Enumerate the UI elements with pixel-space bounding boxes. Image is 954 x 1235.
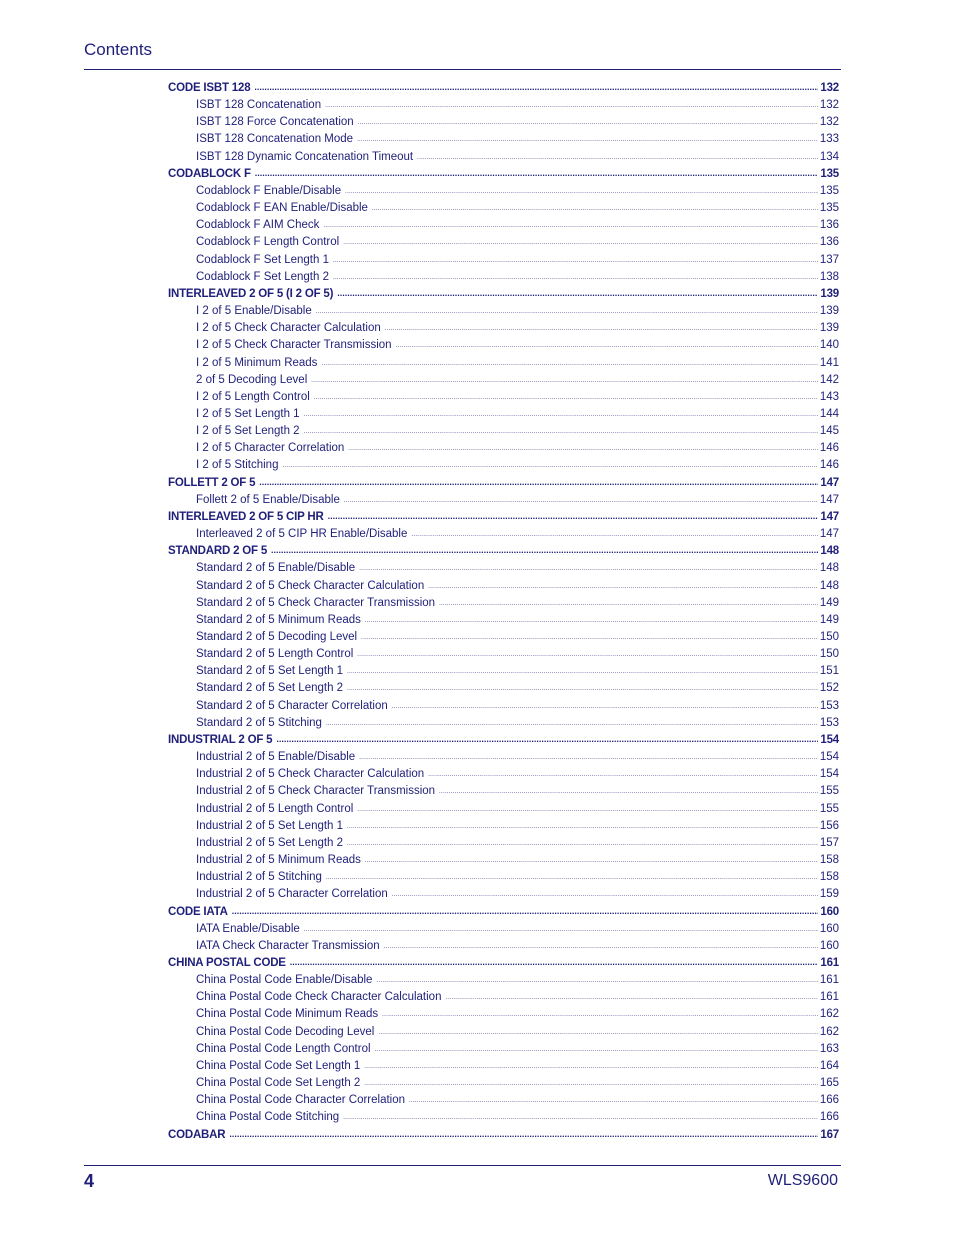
toc-entry-page-number: 154 — [820, 733, 839, 746]
toc-entry-page-number: 132 — [819, 116, 839, 129]
toc-dot-leader — [304, 925, 818, 935]
toc-entry-page-number: 147 — [820, 476, 839, 489]
toc-entry-title: INTERLEAVED 2 OF 5 (I 2 OF 5) — [168, 287, 334, 300]
toc-entry-page-number: 158 — [819, 871, 839, 884]
toc-entry-title: I 2 of 5 Enable/Disable — [196, 305, 312, 318]
toc-subsection-entry[interactable] — [168, 114, 839, 131]
toc-dot-leader — [417, 153, 818, 163]
toc-dot-leader — [357, 650, 818, 660]
toc-subsection-entry[interactable] — [168, 801, 839, 818]
toc-dot-leader — [385, 324, 818, 334]
toc-subsection-entry[interactable] — [168, 783, 839, 800]
toc-entry-page-number: 147 — [819, 493, 839, 506]
toc-entry-title: 2 of 5 Decoding Level — [196, 373, 308, 386]
toc-subsection-entry[interactable] — [168, 749, 839, 766]
toc-entry-page-number: 160 — [819, 922, 839, 935]
toc-entry-title: IATA Enable/Disable — [196, 922, 300, 935]
toc-entry-page-number: 139 — [820, 287, 839, 300]
toc-entry-title: China Postal Code Stitching — [196, 1111, 340, 1124]
toc-entry-title: STANDARD 2 OF 5 — [168, 545, 268, 558]
toc-dot-leader — [316, 307, 818, 317]
toc-subsection-entry[interactable] — [168, 200, 839, 217]
toc-dot-leader — [347, 839, 818, 849]
toc-entry-title: Codablock F AIM Check — [196, 219, 320, 232]
toc-subsection-entry[interactable] — [168, 217, 839, 234]
toc-dot-leader — [347, 667, 818, 677]
footer-divider — [84, 1165, 841, 1166]
toc-entry-title: Industrial 2 of 5 Set Length 1 — [196, 819, 344, 832]
toc-dot-leader — [323, 221, 817, 231]
toc-dot-leader — [428, 582, 818, 592]
toc-subsection-entry[interactable] — [168, 629, 839, 646]
toc-dot-leader — [255, 168, 819, 178]
toc-section-entry[interactable] — [168, 1127, 839, 1144]
toc-entry-page-number: 132 — [820, 82, 839, 94]
toc-entry-page-number: 145 — [819, 425, 839, 438]
toc-entry-page-number: 149 — [819, 596, 839, 609]
toc-subsection-entry[interactable] — [168, 818, 839, 835]
toc-entry-page-number: 135 — [819, 184, 839, 197]
toc-section-entry[interactable] — [168, 543, 839, 560]
toc-subsection-entry[interactable] — [168, 1109, 839, 1126]
toc-dot-leader — [232, 906, 819, 916]
toc-entry-title: Industrial 2 of 5 Character Correlation — [196, 888, 388, 901]
toc-entry-page-number: 147 — [820, 510, 839, 523]
toc-entry-title: Standard 2 of 5 Minimum Reads — [196, 613, 361, 626]
toc-section-entry[interactable] — [168, 509, 839, 526]
toc-entry-page-number: 157 — [819, 836, 839, 849]
toc-dot-leader — [345, 187, 818, 197]
toc-dot-leader — [311, 376, 818, 386]
toc-entry-page-number: 158 — [819, 854, 839, 867]
toc-entry-page-number: 164 — [819, 1059, 839, 1072]
toc-entry-title: I 2 of 5 Character Correlation — [196, 442, 345, 455]
toc-entry-title: INDUSTRIAL 2 OF 5 — [168, 733, 273, 746]
toc-entry-title: China Postal Code Decoding Level — [196, 1025, 375, 1038]
toc-dot-leader — [343, 1113, 818, 1123]
toc-entry-title: Codablock F Enable/Disable — [196, 184, 342, 197]
toc-dot-leader — [314, 393, 818, 403]
toc-subsection-entry[interactable] — [168, 1006, 839, 1023]
toc-subsection-entry[interactable] — [168, 97, 839, 114]
toc-entry-title: I 2 of 5 Stitching — [196, 459, 279, 472]
toc-entry-title: China Postal Code Set Length 1 — [196, 1059, 361, 1072]
toc-dot-leader — [392, 702, 818, 712]
toc-entry-page-number: 155 — [819, 802, 839, 815]
toc-subsection-entry[interactable] — [168, 852, 839, 869]
toc-entry-title: I 2 of 5 Set Length 2 — [196, 425, 300, 438]
toc-entry-page-number: 133 — [819, 133, 839, 146]
toc-entry-title: Industrial 2 of 5 Stitching — [196, 871, 322, 884]
toc-entry-page-number: 167 — [820, 1128, 839, 1141]
toc-subsection-entry[interactable] — [168, 646, 839, 663]
toc-subsection-entry[interactable] — [168, 698, 839, 715]
toc-subsection-entry[interactable] — [168, 578, 839, 595]
toc-entry-page-number: 146 — [819, 442, 839, 455]
toc-entry-title: Standard 2 of 5 Decoding Level — [196, 631, 358, 643]
toc-dot-leader — [357, 805, 818, 815]
toc-entry-title: ISBT 128 Force Concatenation — [196, 116, 354, 129]
toc-entry-title: China Postal Code Minimum Reads — [196, 1008, 379, 1021]
toc-section-entry[interactable] — [168, 475, 839, 492]
toc-dot-leader — [365, 616, 818, 626]
toc-dot-leader — [344, 496, 818, 506]
toc-dot-leader — [364, 1062, 818, 1072]
toc-entry-title: I 2 of 5 Minimum Reads — [196, 356, 318, 369]
toc-entry-page-number: 147 — [819, 528, 839, 541]
toc-section-entry[interactable] — [168, 286, 839, 303]
toc-section-entry[interactable] — [168, 955, 839, 972]
toc-entry-title: ISBT 128 Dynamic Concatenation Timeout — [196, 150, 414, 163]
toc-entry-page-number: 161 — [819, 974, 839, 987]
toc-subsection-entry[interactable] — [168, 886, 839, 903]
toc-entry-title: Standard 2 of 5 Enable/Disable — [196, 562, 356, 575]
toc-subsection-entry[interactable] — [168, 869, 839, 886]
toc-subsection-entry[interactable] — [168, 492, 839, 509]
toc-entry-page-number: 154 — [819, 768, 839, 781]
toc-subsection-entry[interactable] — [168, 1092, 839, 1109]
toc-subsection-entry[interactable] — [168, 423, 839, 440]
toc-dot-leader — [409, 1096, 818, 1106]
toc-entry-title: I 2 of 5 Set Length 1 — [196, 407, 300, 420]
toc-entry-title: China Postal Code Set Length 2 — [196, 1077, 361, 1090]
toc-entry-title: Industrial 2 of 5 Enable/Disable — [196, 751, 356, 764]
toc-subsection-entry[interactable] — [168, 131, 839, 148]
toc-entry-page-number: 136 — [819, 219, 839, 232]
toc-dot-leader — [357, 135, 818, 145]
toc-entry-page-number: 135 — [820, 167, 839, 180]
toc-subsection-entry[interactable] — [168, 149, 839, 166]
toc-subsection-entry[interactable] — [168, 320, 839, 337]
toc-entry-title: I 2 of 5 Length Control — [196, 390, 310, 403]
toc-subsection-entry[interactable] — [168, 1075, 839, 1092]
toc-entry-page-number: 161 — [819, 991, 839, 1004]
toc-dot-leader — [259, 477, 818, 487]
toc-entry-title: Industrial 2 of 5 Check Character Calculation — [196, 768, 425, 781]
toc-entry-title: China Postal Code Length Control — [196, 1042, 371, 1055]
toc-entry-page-number: 154 — [819, 751, 839, 764]
toc-section-entry[interactable] — [168, 80, 839, 97]
toc-dot-leader — [396, 341, 818, 351]
toc-entry-title: IATA Check Character Transmission — [196, 939, 380, 952]
toc-entry-title: Standard 2 of 5 Set Length 2 — [196, 682, 344, 695]
footer-product-name: WLS9600 — [767, 1172, 838, 1189]
toc-subsection-entry[interactable] — [168, 440, 839, 457]
toc-entry-title: CODE IATA — [168, 905, 228, 918]
toc-entry-page-number: 144 — [819, 407, 839, 420]
toc-subsection-entry[interactable] — [168, 372, 839, 389]
toc-entry-page-number: 134 — [819, 150, 839, 163]
toc-dot-leader — [229, 1129, 818, 1139]
toc-dot-leader — [392, 890, 818, 900]
toc-entry-page-number: 165 — [819, 1077, 839, 1090]
toc-entry-page-number: 141 — [819, 356, 839, 369]
toc-dot-leader — [347, 822, 818, 832]
toc-entry-page-number: 159 — [819, 888, 839, 901]
toc-subsection-entry[interactable] — [168, 835, 839, 852]
toc-entry-page-number: 143 — [819, 390, 839, 403]
toc-dot-leader — [325, 101, 818, 111]
toc-subsection-entry[interactable] — [168, 337, 839, 354]
toc-entry-title: Industrial 2 of 5 Check Character Transmission — [196, 785, 436, 798]
toc-entry-page-number: 153 — [819, 699, 839, 712]
toc-entry-page-number: 146 — [819, 459, 839, 472]
toc-entry-title: Standard 2 of 5 Length Control — [196, 648, 354, 661]
toc-dot-leader — [321, 359, 817, 369]
toc-dot-leader — [304, 427, 818, 437]
toc-entry-page-number: 160 — [819, 939, 839, 952]
toc-dot-leader — [337, 288, 818, 298]
toc-dot-leader — [428, 770, 818, 780]
header-divider — [84, 69, 841, 70]
toc-subsection-entry[interactable] — [168, 234, 839, 251]
toc-entry-page-number: 160 — [820, 905, 839, 918]
toc-entry-title: CODABAR — [168, 1128, 226, 1141]
toc-entry-title: China Postal Code Check Character Calculation — [196, 991, 442, 1004]
toc-entry-page-number: 150 — [819, 648, 839, 661]
toc-dot-leader — [326, 719, 818, 729]
toc-dot-leader — [358, 118, 818, 128]
toc-entry-title: Standard 2 of 5 Set Length 1 — [196, 665, 344, 678]
toc-entry-page-number: 150 — [819, 631, 839, 643]
toc-subsection-entry[interactable] — [168, 252, 839, 269]
toc-dot-leader — [376, 976, 817, 986]
toc-entry-title: ISBT 128 Concatenation — [196, 99, 322, 112]
toc-dot-leader — [276, 734, 818, 744]
toc-entry-title: I 2 of 5 Check Character Transmission — [196, 339, 392, 352]
toc-subsection-entry[interactable] — [168, 921, 839, 938]
toc-dot-leader — [254, 82, 818, 92]
toc-entry-page-number: 156 — [819, 819, 839, 832]
toc-entry-page-number: 162 — [819, 1025, 839, 1038]
table-of-contents — [168, 80, 839, 1144]
toc-entry-page-number: 155 — [819, 785, 839, 798]
toc-subsection-entry[interactable] — [168, 1024, 839, 1041]
toc-entry-title: Standard 2 of 5 Stitching — [196, 716, 322, 729]
toc-dot-leader — [347, 684, 818, 694]
toc-entry-title: Codablock F Set Length 2 — [196, 270, 329, 283]
toc-entry-title: CHINA POSTAL CODE — [168, 956, 286, 969]
toc-dot-leader — [304, 410, 818, 420]
toc-dot-leader — [439, 599, 818, 609]
toc-entry-page-number: 148 — [820, 545, 839, 558]
toc-dot-leader — [365, 856, 818, 866]
toc-entry-title: Industrial 2 of 5 Length Control — [196, 802, 354, 815]
toc-subsection-entry[interactable] — [168, 355, 839, 372]
toc-subsection-entry[interactable] — [168, 663, 839, 680]
toc-dot-leader — [333, 273, 818, 283]
toc-entry-title: China Postal Code Enable/Disable — [196, 974, 373, 987]
toc-subsection-entry[interactable] — [168, 972, 839, 989]
toc-entry-page-number: 135 — [819, 202, 839, 215]
toc-subsection-entry[interactable] — [168, 406, 839, 423]
toc-entry-title: Codablock F Length Control — [196, 236, 340, 249]
toc-dot-leader — [333, 256, 818, 266]
toc-entry-title: Standard 2 of 5 Check Character Calculation — [196, 579, 425, 592]
toc-subsection-entry[interactable] — [168, 389, 839, 406]
toc-dot-leader — [359, 753, 818, 763]
toc-subsection-entry[interactable] — [168, 526, 839, 543]
toc-entry-title: Standard 2 of 5 Character Correlation — [196, 699, 388, 712]
toc-dot-leader — [271, 545, 818, 555]
toc-entry-page-number: 151 — [819, 665, 839, 678]
toc-entry-title: FOLLETT 2 OF 5 — [168, 476, 256, 489]
toc-entry-title: Industrial 2 of 5 Minimum Reads — [196, 854, 361, 867]
footer-page-number: 4 — [84, 1171, 95, 1191]
toc-entry-page-number: 166 — [819, 1111, 839, 1124]
toc-section-entry[interactable] — [168, 166, 839, 183]
toc-subsection-entry[interactable] — [168, 1041, 839, 1058]
toc-dot-leader — [445, 993, 817, 1003]
toc-dot-leader — [364, 1079, 818, 1089]
toc-entry-page-number: 138 — [819, 270, 839, 283]
toc-entry-title: Follett 2 of 5 Enable/Disable — [196, 493, 340, 506]
toc-entry-page-number: 142 — [819, 373, 839, 386]
toc-subsection-entry[interactable] — [168, 989, 839, 1006]
toc-dot-leader — [372, 204, 818, 214]
toc-entry-title: ISBT 128 Concatenation Mode — [196, 133, 354, 146]
toc-entry-page-number: 136 — [819, 236, 839, 249]
toc-dot-leader — [378, 1028, 817, 1038]
toc-dot-leader — [382, 1010, 818, 1020]
toc-entry-title: INTERLEAVED 2 OF 5 CIP HR — [168, 510, 324, 523]
toc-entry-page-number: 148 — [819, 579, 839, 592]
toc-dot-leader — [439, 787, 818, 797]
toc-subsection-entry[interactable] — [168, 183, 839, 200]
toc-entry-page-number: 166 — [819, 1094, 839, 1107]
toc-entry-page-number: 153 — [819, 716, 839, 729]
page-header-title: Contents — [84, 40, 153, 59]
toc-subsection-entry[interactable] — [168, 560, 839, 577]
toc-entry-page-number: 139 — [819, 305, 839, 318]
toc-dot-leader — [348, 444, 818, 454]
toc-dot-leader — [290, 957, 819, 967]
toc-subsection-entry[interactable] — [168, 595, 839, 612]
toc-dot-leader — [411, 530, 817, 540]
toc-entry-page-number: 148 — [819, 562, 839, 575]
toc-subsection-entry[interactable] — [168, 612, 839, 629]
toc-entry-title: Industrial 2 of 5 Set Length 2 — [196, 836, 344, 849]
toc-entry-title: CODABLOCK F — [168, 167, 251, 180]
toc-subsection-entry[interactable] — [168, 938, 839, 955]
toc-subsection-entry[interactable] — [168, 269, 839, 286]
toc-dot-leader — [384, 942, 818, 952]
toc-dot-leader — [361, 633, 818, 643]
toc-subsection-entry[interactable] — [168, 766, 839, 783]
toc-section-entry[interactable] — [168, 732, 839, 749]
toc-dot-leader — [343, 238, 818, 248]
toc-subsection-entry[interactable] — [168, 1058, 839, 1075]
toc-subsection-entry[interactable] — [168, 715, 839, 732]
toc-entry-page-number: 139 — [819, 322, 839, 335]
toc-entry-page-number: 149 — [819, 613, 839, 626]
toc-dot-leader — [328, 511, 819, 521]
toc-entry-title: Codablock F Set Length 1 — [196, 253, 329, 266]
toc-entry-title: I 2 of 5 Check Character Calculation — [196, 322, 381, 335]
toc-entry-page-number: 137 — [819, 253, 839, 266]
toc-dot-leader — [375, 1045, 818, 1055]
toc-entry-title: Standard 2 of 5 Check Character Transmission — [196, 596, 436, 609]
toc-entry-title: China Postal Code Character Correlation — [196, 1094, 406, 1107]
toc-subsection-entry[interactable] — [168, 303, 839, 320]
toc-dot-leader — [359, 564, 818, 574]
toc-entry-page-number: 162 — [819, 1008, 839, 1021]
toc-entry-title: CODE ISBT 128 — [168, 82, 251, 94]
toc-entry-title: Codablock F EAN Enable/Disable — [196, 202, 368, 215]
toc-entry-page-number: 132 — [819, 99, 839, 112]
toc-section-entry[interactable] — [168, 904, 839, 921]
toc-entry-page-number: 140 — [819, 339, 839, 352]
toc-dot-leader — [326, 873, 818, 883]
toc-subsection-entry[interactable] — [168, 457, 839, 474]
toc-entry-page-number: 152 — [819, 682, 839, 695]
toc-entry-page-number: 163 — [819, 1042, 839, 1055]
toc-subsection-entry[interactable] — [168, 680, 839, 697]
toc-entry-page-number: 161 — [820, 956, 839, 969]
toc-entry-title: Interleaved 2 of 5 CIP HR Enable/Disable — [196, 528, 408, 541]
toc-dot-leader — [282, 461, 817, 471]
